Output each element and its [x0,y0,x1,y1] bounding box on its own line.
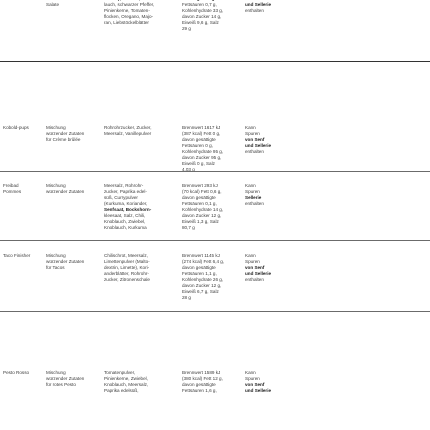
name-line: Taco Finisher [3,253,31,258]
product-name [3,253,43,259]
ingredients-line: Paprika edelsüß, [104,388,139,394]
product-type [46,125,96,143]
nutrition-line: 4,03 g [182,167,195,173]
ingredients-line: zucker, Zitronenschale [104,277,150,283]
row-divider [0,61,430,62]
ingredients-line: Pinienkerne, Tomaten- [104,8,150,14]
type-line: Mischung [46,370,66,375]
name-line: Freibad [3,183,19,188]
nutrition-line: davon gesättigte [182,265,216,271]
nutrition-line: (70 kcal) Fett 0,6 g, [182,189,222,195]
nutrition-line: Fettsäuren 1,1 g, [182,271,217,277]
ingredients-line: zucker, Paprika edel- [104,189,147,195]
row-divider [0,311,430,312]
allergens-line: von Senf [245,137,265,143]
nutrition-line: 28 g [182,295,191,301]
ingredients [104,125,164,137]
product-name [3,183,43,195]
product-name [3,125,43,131]
ingredients [104,0,164,26]
type-line: würzender Zutaten [46,189,85,195]
nutrition-facts [182,253,238,302]
nutrition-line: davon Zucker 12 g, [182,283,222,289]
allergens-line: enthalten [245,277,264,283]
product-type [46,253,96,271]
nutrition-line: Eiweiß 9,6 g, Salz [182,20,219,26]
allergens-line: Spuren [245,259,260,265]
ingredients [104,183,164,232]
type-line: würzender Zutaten [46,376,85,382]
nutrition-line: (274 kcal) Fett 6,4 g, [182,259,225,265]
allergen-info [245,370,289,394]
name-line: Pesto Rosso [3,370,30,375]
ingredients-line: Knoblauch, Kurkuma [104,225,147,231]
ingredients-line: Knoblauch, Meersalz, [104,382,149,388]
nutrition-line: (380 kcal) Fett 12 g, [182,376,223,382]
nutrition-line: Brennwert 293 kJ [182,183,218,188]
allergens-line: Spuren [245,131,260,137]
type-line: Mischung [46,125,66,130]
allergens-line: und Sellerie [245,143,272,149]
nutrition-line: Fettsäuren 0,7 g, [182,2,217,8]
nutrition-line: Fettsäuren 0 g, [182,143,213,149]
allergens-line: enthalten [245,8,264,14]
ingredients [104,253,164,283]
nutrition-line: davon Zucker 95 g, [182,155,222,161]
ingredients-line: flocken, Oregano, Majo- [104,14,154,20]
allergens-line: und Sellerie [245,388,272,394]
allergens-line: und Sellerie [245,271,272,277]
allergens-line: Kann [245,183,256,188]
nutrition-line: davon Zucker 12 g, [182,213,222,219]
row-divider [0,171,430,172]
ingredients-line: ran, Liebstöckelblätter [104,20,149,26]
nutrition-line: Fettsäuren 0,1 g, [182,201,217,207]
nutrition-line: davon gesättigte [182,137,216,143]
ingredients-line: Limettenpulver (Malto- [104,259,150,265]
allergens-line: enthalten [245,201,264,207]
allergens-line: von Senf [245,382,265,388]
allergens-line: enthalten [245,149,264,155]
nutrition-line: 29 g [182,26,191,32]
nutrition-line: Brennwert 1145 kJ [182,253,220,258]
product-type [46,183,96,195]
type-line: würzender Zutaten [46,131,85,137]
nutrition-line: Kohlenhydrate 26 g, [182,277,224,283]
ingredients-line: anderblätter, Rohrohr- [104,271,149,277]
ingredients-line: Rohrohrzucker, Zucker, [104,125,152,130]
nutrition-facts [182,0,238,32]
row-divider [0,240,430,241]
allergens-line: und Sellerie [245,2,272,8]
nutrition-line: Kohlenhydrate 33 g, [182,8,224,14]
product-type [46,0,96,8]
ingredients-line: Meersalz, Vanillepulver [104,131,152,137]
nutrition-line: Eiweiß 1,3 g, Salz [182,219,219,225]
allergens-line: Kann [245,253,256,258]
nutrition-line: davon gesättigte [182,382,216,388]
name-line: Pommes [3,189,22,195]
ingredients-line: Tomatenpulver, [104,370,136,375]
ingredients-line: süß, Currypulver [104,195,138,201]
allergens-line: Kann [245,125,256,130]
ingredients-line: Chilischrot, Meersalz, [104,253,148,258]
type-line: Mischung [46,183,66,188]
type-line: Mischung [46,253,66,258]
nutrition-facts [182,183,238,232]
allergens-line: von Senf [245,265,265,271]
nutrition-line: davon Zucker 14 g, [182,14,222,20]
product-type [46,370,96,388]
nutrition-facts [182,370,238,394]
allergens-line: Sellerie [245,195,262,201]
type-line: würzender Zutaten [46,259,85,265]
nutrition-line: Kohlenhydrate 95 g, [182,149,224,155]
ingredients-line: lauch, schwarzer Pfeffer, [104,2,155,8]
ingredients-line: (Kurkuma, Koriander, [104,201,148,207]
nutrition-line: Eiweiß 6,7 g, Salz [182,289,219,295]
allergen-info [245,0,289,14]
name-line: Kobold-pups [3,125,29,130]
ingredients-line: Pinienkerne, Zwiebel, [104,376,148,382]
nutrition-facts [182,125,238,174]
type-line: für rotes Pesto [46,382,76,388]
nutrition-line: (387 kcal) Fett 0 g, [182,131,221,137]
allergen-info [245,253,289,283]
ingredients [104,370,164,394]
product-name [3,370,43,376]
type-line: für Crème brûlée [46,137,81,143]
allergen-info [245,183,289,207]
allergens-line: Kann [245,370,256,375]
nutrition-line: Kohlenhydrate 14 g, [182,207,224,213]
nutrition-line: Brennwert 1617 kJ [182,125,221,130]
type-line: für Tacos [46,265,65,271]
ingredients-line: Senfsaat, Bockshorn- [104,207,152,213]
nutrition-line: Brennwert 1589 kJ [182,370,221,375]
ingredients-line: kleesaat, Salz, Chili, [104,213,146,219]
ingredients-line: Meersalz, Rohrohr- [104,183,144,188]
ingredients-line: dextrin, Limette), Kori- [104,265,150,271]
allergen-info [245,125,289,155]
nutrition-line: Fettsäuren 1,6 g, [182,388,217,394]
nutrition-line: 80,7 g [182,225,195,231]
type-line: Salate [46,2,60,8]
allergens-line: Spuren [245,189,260,195]
nutrition-line: davon gesättigte [182,195,216,201]
ingredients-line: Knoblauch, Zwiebel, [104,219,146,225]
nutrition-line: Eiweiß 0 g, Salz [182,161,215,167]
allergens-line: Spuren [245,376,260,382]
